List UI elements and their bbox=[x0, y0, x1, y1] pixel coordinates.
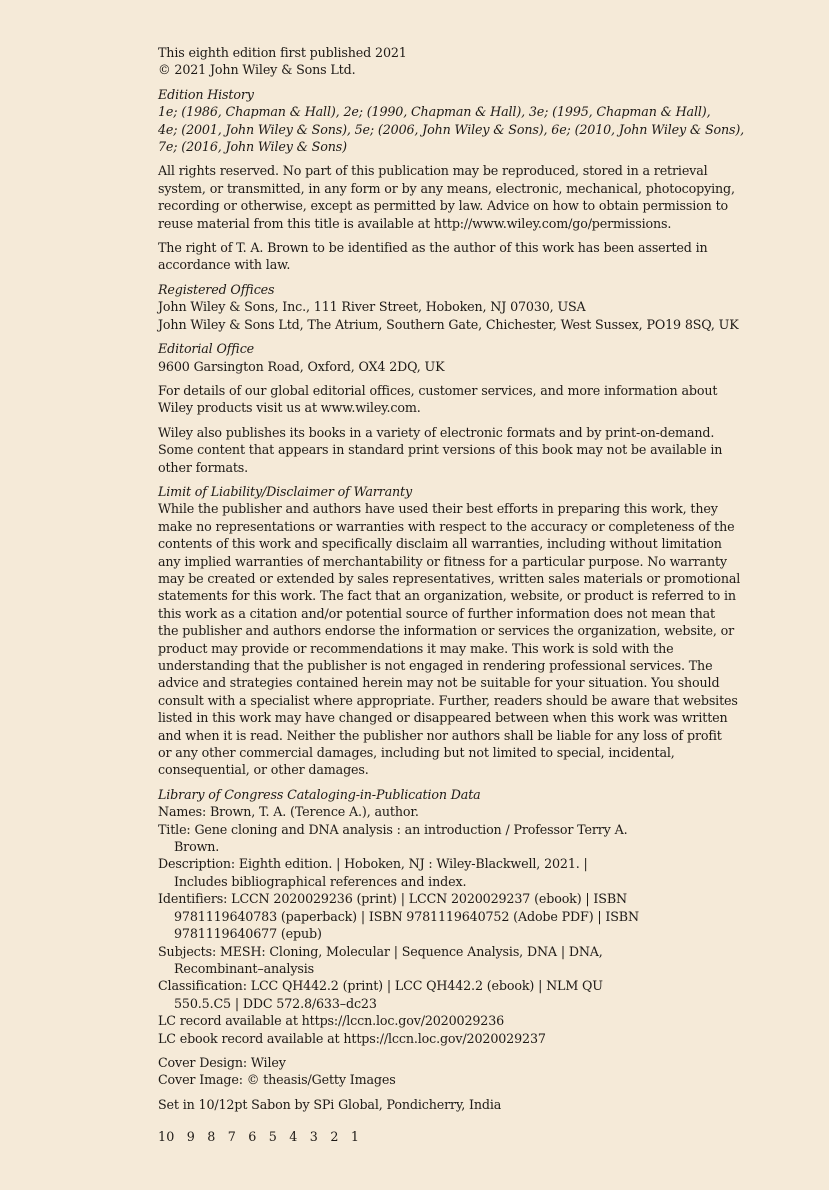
warranty-line: the publisher and authors endorse the information or services the organization, website, or bbox=[158, 623, 735, 639]
cip-identifiers-continued: 9781119640783 (paperback) | ISBN 9781119640752 (Adobe PDF) | ISBN bbox=[174, 908, 639, 924]
edition-history-line: 1e; (1986, Chapman & Hall), 2e; (1990, Chapman & Hall), 3e; (1995, Chapman & Hall), bbox=[158, 104, 711, 120]
rights-line: All rights reserved. No part of this publication may be reproduced, stored in a retrieval bbox=[158, 163, 708, 179]
warranty-line: statements for this work. The fact that an organization, website, or product is referred to in bbox=[158, 588, 736, 604]
editorial-office-block bbox=[158, 340, 713, 375]
formats-block bbox=[158, 424, 723, 476]
warranty-heading: Limit of Liability/Disclaimer of Warranty bbox=[158, 483, 412, 499]
warranty-block bbox=[158, 483, 741, 779]
edition-history-line: 7e; (2016, John Wiley & Sons) bbox=[158, 139, 347, 155]
publication-block bbox=[158, 44, 713, 79]
cip-title-continued: Brown. bbox=[174, 839, 220, 855]
office-address: John Wiley & Sons Ltd, The Atrium, Southern Gate, Chichester, West Sussex, PO19 8SQ, UK bbox=[158, 316, 739, 332]
rights-block bbox=[158, 162, 735, 232]
warranty-line: any implied warranties of merchantability or fitness for a particular purpose. No warranty bbox=[158, 553, 727, 569]
cip-subjects: Subjects: MESH: Cloning, Molecular | Sequence Analysis, DNA | DNA, bbox=[158, 943, 603, 959]
cip-classification: Classification: LCC QH442.2 (print) | LCC QH442.2 (ebook) | NLM QU bbox=[158, 978, 603, 994]
edition-history-block bbox=[158, 86, 745, 156]
author-right-line: accordance with law. bbox=[158, 257, 291, 273]
details-line: For details of our global editorial offices, customer services, and more information about bbox=[158, 382, 718, 398]
rights-line: recording or otherwise, except as permitted by law. Advice on how to obtain permission to bbox=[158, 198, 729, 214]
warranty-line: contents of this work and specifically disclaim all warranties, including without limitation bbox=[158, 536, 722, 552]
cip-identifiers-continued: 9781119640677 (epub) bbox=[174, 926, 322, 942]
publication-line: This eighth edition first published 2021 bbox=[158, 45, 407, 60]
cip-subjects-continued: Recombinant–analysis bbox=[174, 960, 314, 976]
cip-heading: Library of Congress Cataloging-in-Publication Data bbox=[158, 786, 481, 802]
cover-image: Cover Image: © theasis/Getty Images bbox=[158, 1072, 396, 1088]
warranty-line: advice and strategies contained herein may not be suitable for your situation. You should bbox=[158, 675, 720, 691]
rights-line: system, or transmitted, in any form or by any means, electronic, mechanical, photocopying, bbox=[158, 180, 735, 196]
cip-description-continued: Includes bibliographical references and index. bbox=[174, 873, 467, 889]
formats-line: Some content that appears in standard print versions of this book may not be available in bbox=[158, 442, 723, 458]
warranty-line: or any other commercial damages, including but not limited to special, incidental, bbox=[158, 745, 675, 761]
cip-title: Title: Gene cloning and DNA analysis : an introduction / Professor Terry A. bbox=[158, 821, 628, 837]
cip-classification-continued: 550.5.C5 | DDC 572.8/633–dc23 bbox=[174, 995, 377, 1011]
details-line: Wiley products visit us at www.wiley.com. bbox=[158, 400, 421, 416]
cip-lc-ebook-record: LC ebook record available at https://lccn.loc.gov/2020029237 bbox=[158, 1030, 546, 1046]
warranty-line: listed in this work may have changed or disappeared between when this work was written bbox=[158, 710, 728, 726]
editorial-office-heading: Editorial Office bbox=[158, 341, 255, 357]
warranty-line: consequential, or other damages. bbox=[158, 762, 369, 778]
warranty-line: and when it is read. Neither the publisher nor authors shall be liable for any loss of profit bbox=[158, 727, 722, 743]
cip-lc-record: LC record available at https://lccn.loc.gov/2020029236 bbox=[158, 1013, 505, 1029]
cover-block bbox=[158, 1054, 713, 1089]
cover-design: Cover Design: Wiley bbox=[158, 1054, 286, 1070]
details-block bbox=[158, 382, 718, 417]
registered-offices-heading: Registered Offices bbox=[158, 281, 275, 297]
edition-history-heading: Edition History bbox=[158, 86, 254, 102]
editorial-office-address: 9600 Garsington Road, Oxford, OX4 2DQ, UK bbox=[158, 358, 445, 374]
warranty-line: this work as a citation and/or potential source of further information does not mean that bbox=[158, 605, 715, 621]
cip-names: Names: Brown, T. A. (Terence A.), author. bbox=[158, 804, 419, 820]
cip-identifiers: Identifiers: LCCN 2020029236 (print) | LCCN 2020029237 (ebook) | ISBN bbox=[158, 891, 627, 907]
rights-line: reuse material from this title is available at http://www.wiley.com/go/permissions. bbox=[158, 215, 672, 231]
cip-description: Description: Eighth edition. | Hoboken, NJ : Wiley-Blackwell, 2021. | bbox=[158, 856, 588, 872]
author-right-block bbox=[158, 239, 713, 274]
warranty-line: While the publisher and authors have used their best efforts in preparing this work, they bbox=[158, 501, 718, 517]
print-line: 10 9 8 7 6 5 4 3 2 1 bbox=[158, 1129, 360, 1144]
edition-history-line: 4e; (2001, John Wiley & Sons), 5e; (2006, John Wiley & Sons), 6e; (2010, John Wiley & Sons), bbox=[158, 121, 745, 137]
typeset-line: Set in 10/12pt Sabon by SPi Global, Pondicherry, India bbox=[158, 1096, 502, 1112]
author-right-line: The right of T. A. Brown to be identified as the author of this work has been asserted in bbox=[158, 240, 708, 256]
copyright-line: © 2021 John Wiley & Sons Ltd. bbox=[158, 62, 356, 78]
warranty-line: product may provide or recommendations it may make. This work is sold with the bbox=[158, 640, 674, 656]
warranty-line: may be created or extended by sales representatives, written sales materials or promotional bbox=[158, 570, 741, 586]
typeset-block bbox=[158, 1096, 713, 1113]
office-address: John Wiley & Sons, Inc., 111 River Street, Hoboken, NJ 07030, USA bbox=[158, 299, 586, 315]
formats-line: other formats. bbox=[158, 459, 249, 475]
cip-block bbox=[158, 786, 713, 1047]
copyright-page bbox=[158, 44, 745, 1120]
warranty-line: make no representations or warranties with respect to the accuracy or completeness of the bbox=[158, 518, 735, 534]
formats-line: Wiley also publishes its books in a variety of electronic formats and by print-on-demand. bbox=[158, 424, 715, 440]
warranty-line: consult with a specialist where appropriate. Further, readers should be aware that websites bbox=[158, 692, 738, 708]
registered-offices-block bbox=[158, 281, 739, 333]
warranty-line: understanding that the publisher is not engaged in rendering professional services. The bbox=[158, 658, 713, 673]
